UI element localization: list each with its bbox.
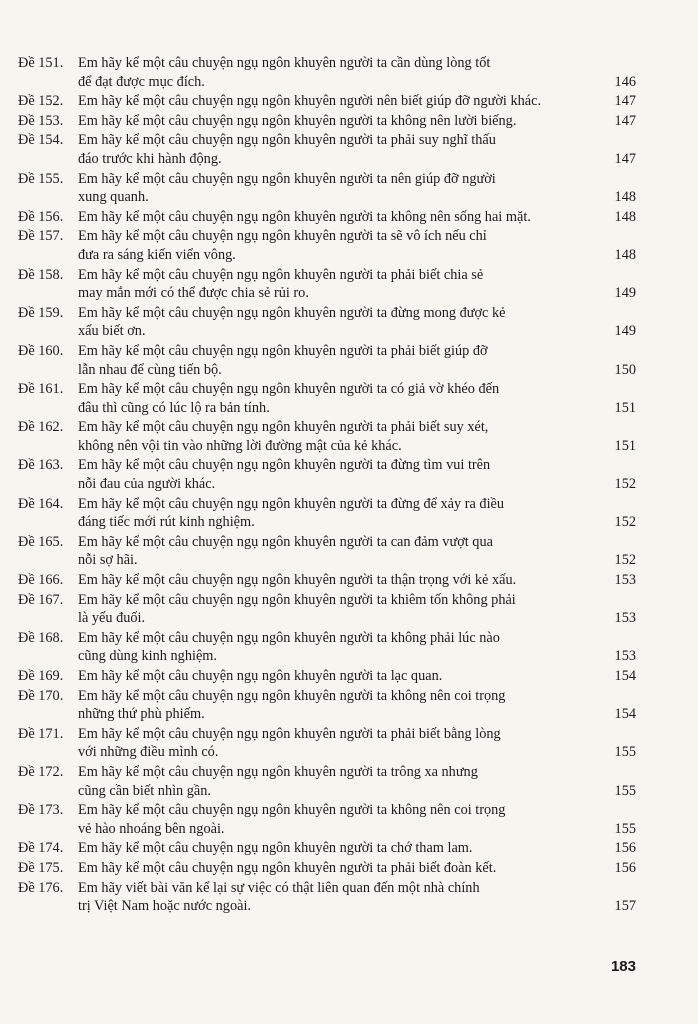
toc-entry [18,687,636,724]
toc-entry-title [78,763,602,800]
toc-entry-label: Đề 174. [18,840,64,857]
toc-entry-page: 149 [614,285,636,302]
toc-entry-page: 148 [614,208,636,225]
toc-entry-page: 152 [614,552,636,569]
toc-entry-title-line: trị Việt Nam hoặc nước ngoài. [78,898,251,915]
toc-entry-label: Đề 165. [18,533,64,550]
toc-entry [18,342,636,379]
toc-entry-title-line: Em hãy kể một câu chuyện ngụ ngôn khuyên người ta phải biết suy xét, [78,419,489,436]
toc-entry-title-line: những thứ phù phiếm. [78,706,205,723]
toc-entry-title-line: Em hãy kể một câu chuyện ngụ ngôn khuyên người ta thận trọng với kẻ xấu. [78,572,517,589]
toc-entry-label: Đề 161. [18,381,64,398]
toc-entry-label: Đề 170. [18,687,64,704]
toc-entry-title-line: xung quanh. [78,189,149,206]
toc-entry-page: 151 [614,437,636,454]
toc-entry-title [78,131,602,168]
toc-entry-title [78,667,602,686]
toc-entry-label: Đề 172. [18,763,64,780]
toc-entry-page: 151 [614,399,636,416]
toc-entry-page: 147 [614,150,636,167]
toc-entry-label: Đề 154. [18,132,64,149]
toc-entry-page: 156 [614,840,636,857]
toc-entry [18,266,636,303]
toc-entry-title-line: Em hãy viết bài văn kể lại sự việc có thật liên quan đến một nhà chính [78,879,480,896]
toc-entry-title-line: đáo trước khi hành động. [78,150,222,167]
toc-entry [18,763,636,800]
toc-entry-page: 154 [614,706,636,723]
toc-entry-page: 148 [614,189,636,206]
toc-entry-label: Đề 173. [18,802,64,819]
toc-entry-title-line: xấu biết ơn. [78,323,146,340]
toc-entry [18,304,636,341]
toc-entry-title [78,801,602,838]
toc-entry-title [78,418,602,455]
toc-entry-title-line: Em hãy kể một câu chuyện ngụ ngôn khuyên người ta không nên coi trọng [78,687,506,704]
toc-entry-title-line: Em hãy kể một câu chuyện ngụ ngôn khuyên người ta sẽ vô ích nếu chỉ [78,228,487,245]
toc-entry-title-line: Em hãy kể một câu chuyện ngụ ngôn khuyên người ta trông xa nhưng [78,763,478,780]
toc-entry-label: Đề 156. [18,208,64,225]
toc-entry-page: 150 [614,361,636,378]
toc-entry [18,227,636,264]
toc-entry-title [78,208,602,227]
toc-entry-page: 157 [614,898,636,915]
toc-entry-title [78,725,602,762]
toc-entry-label: Đề 157. [18,228,64,245]
toc-entry [18,92,636,111]
toc-entry [18,839,636,858]
toc-entry-page: 154 [614,668,636,684]
toc-entry-title-line: cũng dùng kinh nghiệm. [78,648,217,665]
toc-entry-title-line: Em hãy kể một câu chuyện ngụ ngôn khuyên người ta phải biết đoàn kết. [78,859,497,876]
toc-entry-title [78,571,602,590]
toc-entry-page: 148 [614,246,636,263]
toc-entry [18,112,636,131]
toc-entry-title-line: Em hãy kể một câu chuyện ngụ ngôn khuyên người ta chớ tham lam. [78,840,473,857]
toc-entry-label: Đề 166. [18,572,64,589]
toc-entry-label: Đề 153. [18,112,64,129]
toc-entry-page: 153 [614,610,636,627]
toc-entry-title [78,380,602,417]
toc-entry-label: Đề 158. [18,266,64,283]
toc-entry-label: Đề 169. [18,668,64,684]
toc-entry-label: Đề 171. [18,725,64,742]
toc-entry-label: Đề 159. [18,304,64,321]
toc-entry-title-line: Em hãy kể một câu chuyện ngụ ngôn khuyên người ta không nên lười biếng. [78,112,517,129]
toc-entry-page: 146 [614,73,636,90]
toc-entry [18,725,636,762]
toc-entry-title-line: Em hãy kể một câu chuyện ngụ ngôn khuyên người ta có giả vờ khéo đến [78,381,500,398]
toc-entry-title-line: Em hãy kể một câu chuyện ngụ ngôn khuyên người ta khiêm tốn không phải [78,591,516,608]
toc-entry [18,801,636,838]
toc-entry-title-line: vẻ hào nhoáng bên ngoài. [78,820,225,837]
toc-entry-label: Đề 160. [18,342,64,359]
toc-entry-title-line: nỗi đau của người khác. [78,476,216,493]
toc-entry-title-line: Em hãy kể một câu chuyện ngụ ngôn khuyên người ta không nên sống hai mặt. [78,208,531,225]
toc-entry-title [78,170,602,207]
toc-entry-title-line: để đạt được mục đích. [78,73,205,90]
toc-entry-title-line: đáng tiếc mới rút kinh nghiệm. [78,514,255,531]
toc-entry-title [78,112,602,131]
toc-entry-title-line: đâu thì cũng có lúc lộ ra bản tính. [78,399,270,416]
toc-entry-title-line: nỗi sợ hãi. [78,552,138,569]
toc-entry-page: 155 [614,782,636,799]
toc-entry-title-line: Em hãy kể một câu chuyện ngụ ngôn khuyên người nên biết giúp đỡ người khác. [78,93,542,110]
toc-entry [18,495,636,532]
toc-entry-title-line: Em hãy kể một câu chuyện ngụ ngôn khuyên người ta lạc quan. [78,668,443,684]
toc-entry [18,667,636,686]
toc-entry-page: 152 [614,476,636,493]
toc-entry-title-line: không nên vội tin vào những lời đường mật của kẻ khác. [78,437,402,454]
toc-entry-label: Đề 176. [18,879,64,896]
toc-entry-title-line: Em hãy kể một câu chuyện ngụ ngôn khuyên người ta đừng để xảy ra điều [78,495,505,512]
toc-entry-title [78,839,602,858]
toc-entry-title [78,687,602,724]
toc-entry-page: 155 [614,744,636,761]
toc-entry-title-line: Em hãy kể một câu chuyện ngụ ngôn khuyên người ta nên giúp đỡ người [78,170,496,187]
toc-entry [18,591,636,628]
toc-entry-title [78,227,602,264]
toc-entry [18,571,636,590]
toc-entry-title-line: may mắn mới có thể được chia sẻ rủi ro. [78,285,309,302]
toc-entry-title-line: Em hãy kể một câu chuyện ngụ ngôn khuyên người ta không nên coi trọng [78,802,506,819]
toc-entry-page: 153 [614,572,636,589]
toc-entry-label: Đề 163. [18,457,64,474]
toc-entry-title [78,495,602,532]
toc-entry-title-line: Em hãy kể một câu chuyện ngụ ngôn khuyên người ta cần dùng lòng tốt [78,55,491,71]
toc-entry-title-line: lẫn nhau để cùng tiến bộ. [78,361,222,378]
toc-entry-title-line: Em hãy kể một câu chuyện ngụ ngôn khuyên người ta phải suy nghĩ thấu [78,132,496,149]
toc-entry-label: Đề 164. [18,495,64,512]
toc-entry-page: 155 [614,820,636,837]
toc-entry-label: Đề 175. [18,859,64,876]
page-number: 183 [610,958,636,975]
toc-entry-label: Đề 151. [18,55,64,71]
toc-entry-title [78,456,602,493]
toc-entry-title-line: Em hãy kể một câu chuyện ngụ ngôn khuyên người ta can đảm vượt qua [78,533,493,550]
toc-entry [18,879,636,916]
toc-entry-page: 153 [614,648,636,665]
toc-entry-title-line: Em hãy kể một câu chuyện ngụ ngôn khuyên người ta đừng tìm vui trên [78,457,491,474]
toc-entry-title [78,304,602,341]
toc-entry [18,54,636,91]
toc-entry-title [78,591,602,628]
toc-entry-title [78,629,602,666]
toc-entry-title-line: Em hãy kể một câu chuyện ngụ ngôn khuyên người ta đừng mong được kẻ [78,304,506,321]
toc-entry-title-line: đưa ra sáng kiến viển vông. [78,246,236,263]
toc-entry [18,208,636,227]
toc-entry-label: Đề 162. [18,419,64,436]
toc-entry-page: 156 [614,859,636,876]
toc-entry-title-line: Em hãy kể một câu chuyện ngụ ngôn khuyên người ta phải biết bằng lòng [78,725,501,742]
toc-entry [18,629,636,666]
toc-entry-title [78,879,602,916]
toc-entry-label: Đề 167. [18,591,64,608]
toc-entry-title [78,266,602,303]
toc-entry-title-line: là yếu đuối. [78,610,146,627]
toc-entry-page: 147 [614,112,636,129]
table-of-contents [18,54,636,917]
toc-entry [18,170,636,207]
toc-entry-label: Đề 152. [18,93,64,110]
toc-entry-title-line: Em hãy kể một câu chuyện ngụ ngôn khuyên người ta phải biết chia sẻ [78,266,484,283]
toc-entry-page: 147 [614,93,636,110]
toc-entry-title [78,342,602,379]
toc-entry-title [78,54,602,91]
toc-entry-title [78,92,602,111]
toc-entry-label: Đề 168. [18,629,64,646]
toc-entry-title [78,533,602,570]
toc-entry [18,533,636,570]
toc-entry [18,380,636,417]
toc-entry [18,131,636,168]
toc-entry-title-line: Em hãy kể một câu chuyện ngụ ngôn khuyên người ta không phải lúc nào [78,629,500,646]
toc-entry-label: Đề 155. [18,170,64,187]
toc-entry [18,859,636,878]
toc-entry-page: 152 [614,514,636,531]
toc-entry-page: 149 [614,323,636,340]
toc-entry-title-line: với những điều mình có. [78,744,219,761]
toc-entry [18,418,636,455]
toc-entry [18,456,636,493]
toc-entry-title-line: Em hãy kể một câu chuyện ngụ ngôn khuyên người ta phải biết giúp đỡ [78,342,488,359]
toc-entry-title [78,859,602,878]
toc-entry-title-line: cũng cần biết nhìn gần. [78,782,212,799]
